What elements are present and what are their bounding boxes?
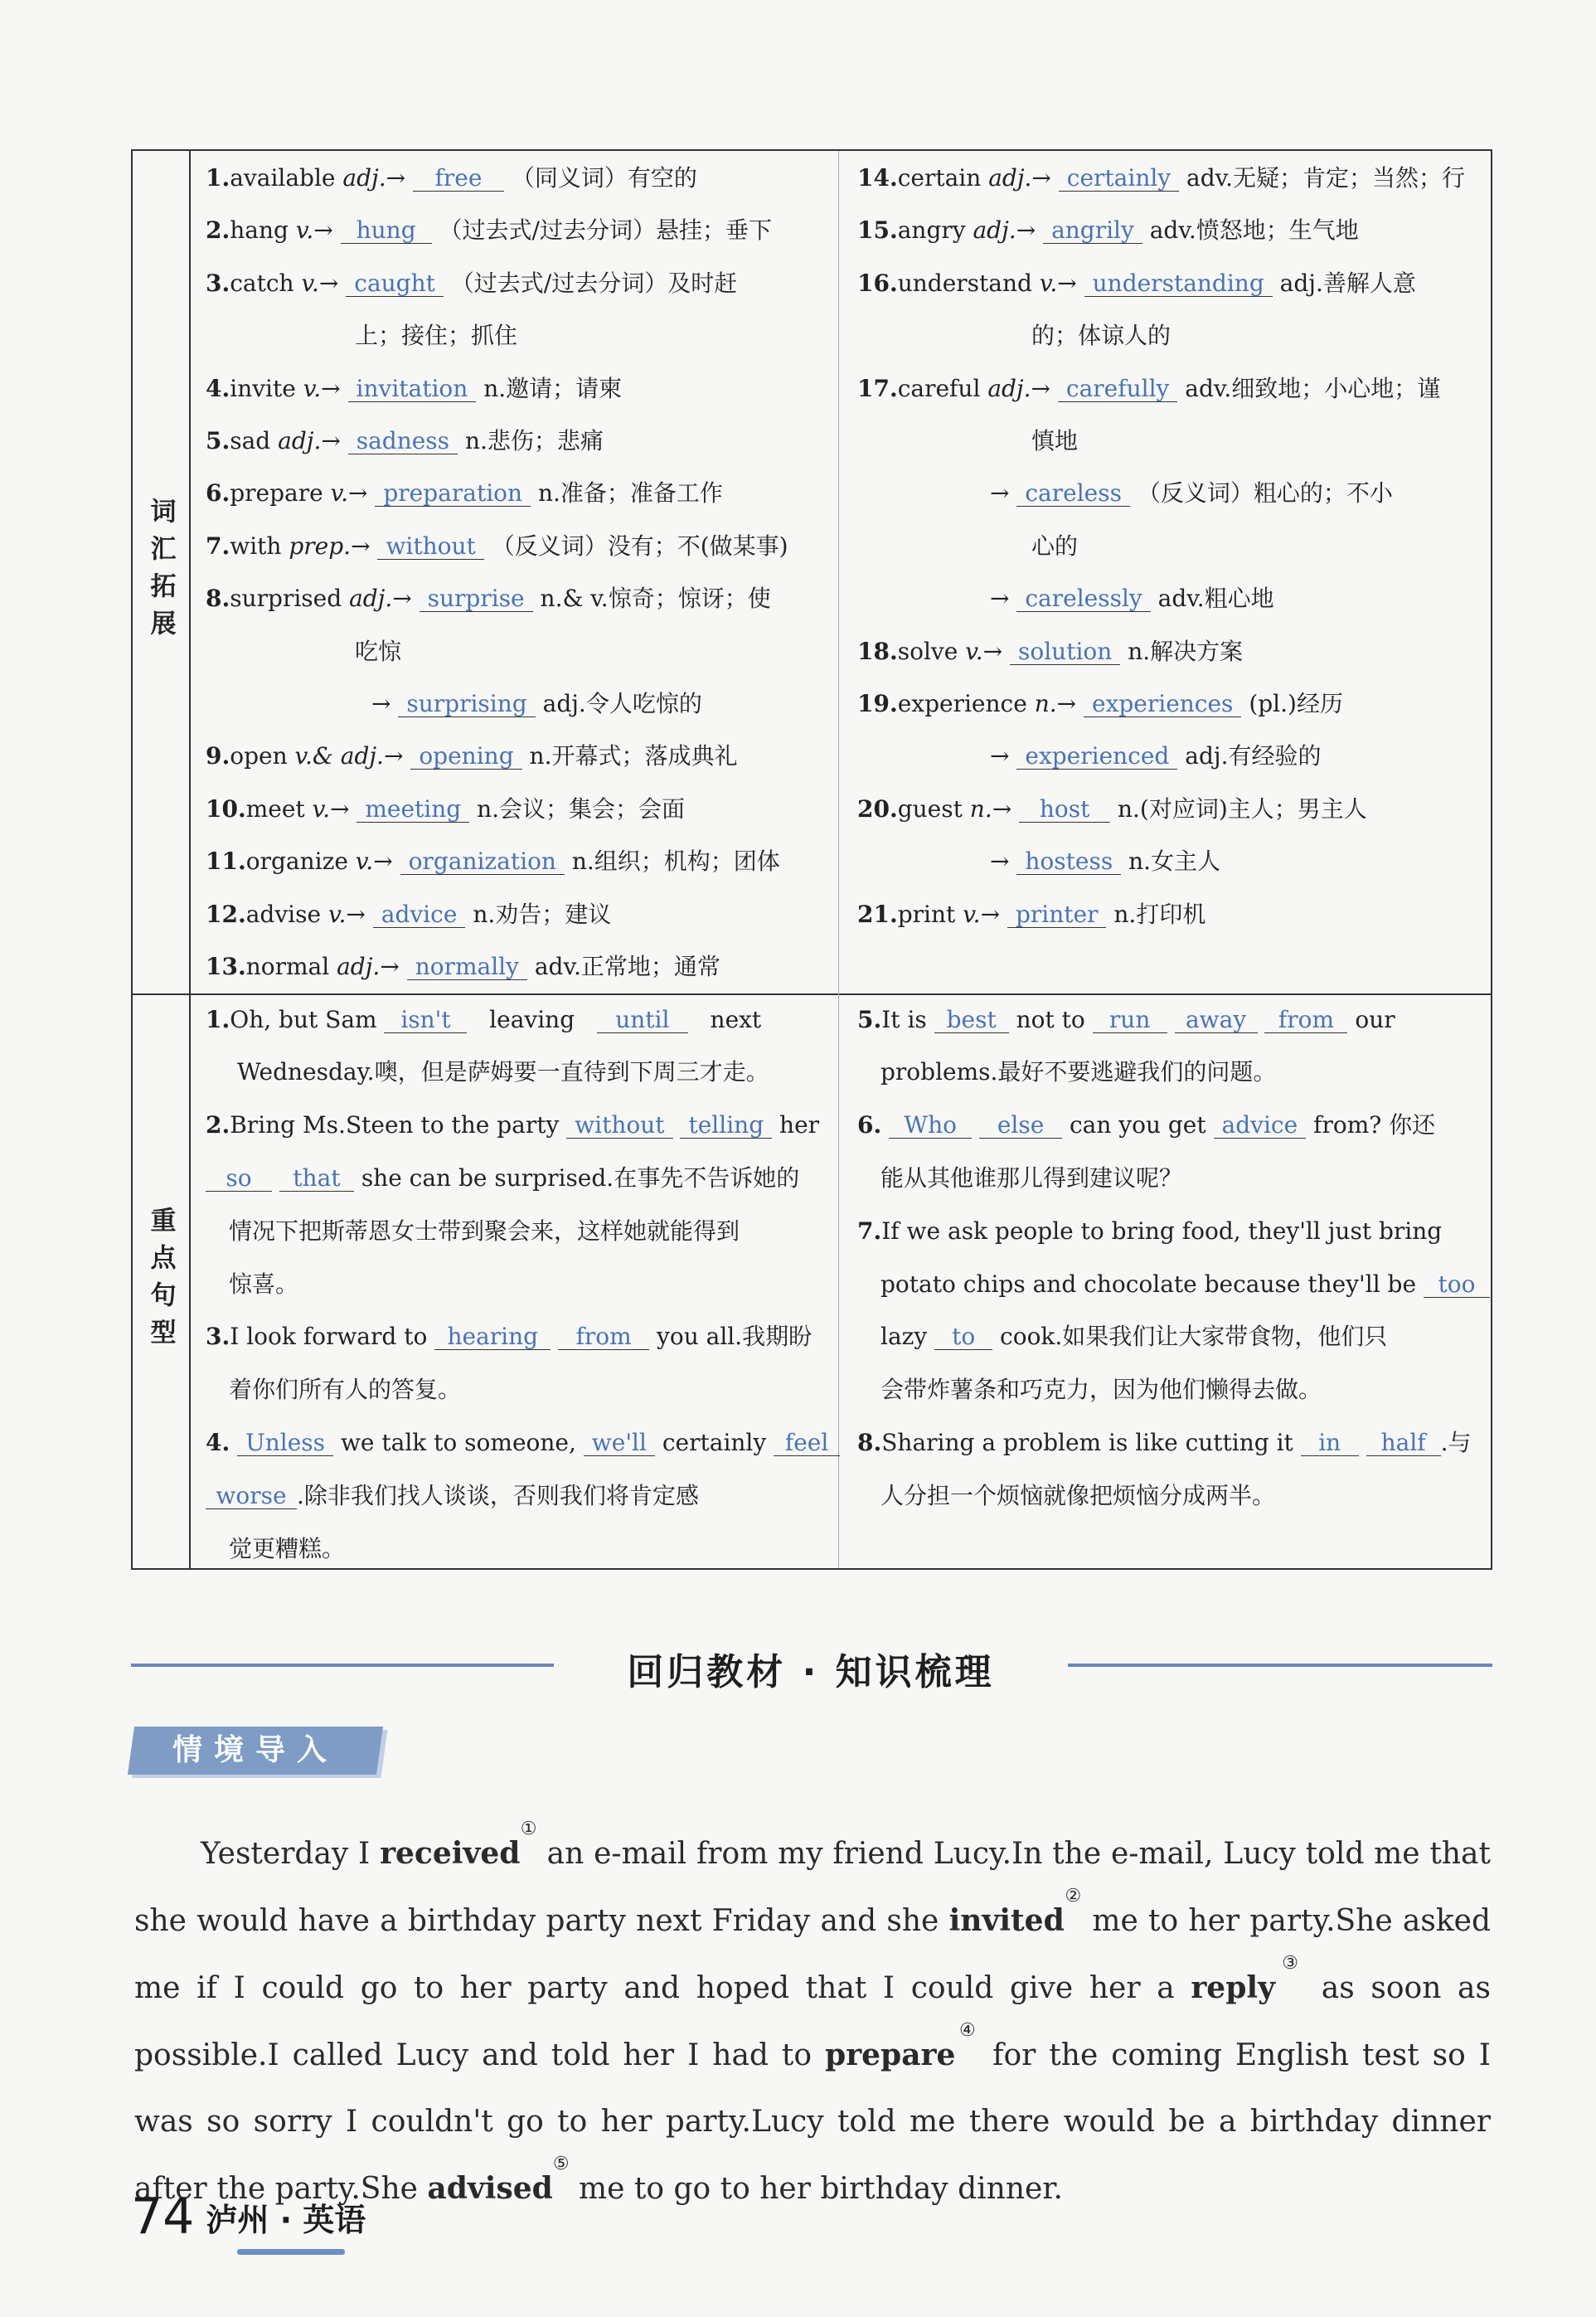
answer-blank: carelessly bbox=[1016, 586, 1150, 612]
vocab-row: → carelessly adv.粗心地 bbox=[990, 585, 1274, 613]
vocab-row: 上；接住；抓住 bbox=[355, 322, 518, 350]
answer-blank: Who bbox=[889, 1113, 972, 1139]
sentence-2-line-1: 2.Bring Ms.Steen to the party without telling her bbox=[206, 1111, 820, 1139]
answer-blank: worse bbox=[206, 1484, 297, 1509]
sentence-7-line-4: 会带炸薯条和巧克力，因为他们懒得去做。 bbox=[880, 1376, 1322, 1403]
answer-blank: hearing bbox=[434, 1324, 551, 1350]
sentence-7-line-1: 7.If we ask people to bring food, they'll just bring bbox=[857, 1217, 1443, 1245]
sentence-4-line-3: 觉更糟糕。 bbox=[229, 1535, 346, 1562]
sentence-3-line-1: 3.I look forward to hearing from you all.我期盼 bbox=[206, 1323, 813, 1350]
section-divider bbox=[133, 993, 1491, 995]
vocab-section-label bbox=[133, 151, 191, 993]
passage: Yesterday I received① an e-mail from my friend Lucy.In the e-mail, Lucy told me that she would have a birthday party next Friday and she invited② me to her party.She asked me if I could go to her party and hoped that I could give her a reply③ as soon as possible.I called Lucy and told her I had to prepare④ for the coming English test so I was so sorry I couldn't go to her party.Lucy told me there would be a birthday dinner after the party.She advised⑤ me to go to her birthday dinner. bbox=[134, 1819, 1492, 2206]
vocab-row: 16.understand v.→ understanding adj.善解人意 bbox=[857, 269, 1416, 297]
vocab-row: 11.organize v.→ organization n.组织；机构；团体 bbox=[206, 848, 780, 876]
sentence-1-line-1: 1.Oh, but Sam isn't leaving until next bbox=[206, 1006, 762, 1033]
sentence-2-line-2: so that she can be surprised.在事先不告诉她的 bbox=[206, 1164, 799, 1193]
answer-blank: certainly bbox=[1059, 166, 1179, 192]
exercise-table bbox=[131, 149, 1492, 1570]
answer-blank: that bbox=[279, 1166, 354, 1192]
answer-blank: printer bbox=[1007, 902, 1107, 928]
answer-blank: normally bbox=[407, 954, 527, 980]
sentence-label-text: 重点句型 bbox=[145, 1206, 176, 1356]
section-title: 回归教材 · 知识梳理 bbox=[627, 1651, 995, 1693]
intro-tag-text: 情境导入 bbox=[172, 1733, 338, 1767]
vocab-row: 的；体谅人的 bbox=[1031, 322, 1172, 350]
answer-blank: solution bbox=[1010, 639, 1120, 665]
answer-blank: to bbox=[934, 1324, 992, 1350]
answer-blank: run bbox=[1093, 1008, 1167, 1033]
vocab-label-text: 词汇拓展 bbox=[145, 498, 176, 647]
vocab-row: 21.print v.→ printer n.打印机 bbox=[857, 900, 1206, 928]
intro-tag bbox=[128, 1727, 383, 1775]
answer-blank: meeting bbox=[357, 797, 469, 823]
answer-blank: surprising bbox=[398, 692, 535, 717]
vocab-row: → surprising adj.令人吃惊的 bbox=[371, 690, 702, 717]
answer-blank: understanding bbox=[1084, 271, 1273, 297]
answer-blank: sadness bbox=[348, 429, 458, 454]
vocab-row: 慎地 bbox=[1031, 427, 1079, 454]
answer-blank: carefully bbox=[1058, 376, 1177, 402]
answer-blank: away bbox=[1175, 1008, 1258, 1033]
answer-blank: best bbox=[934, 1008, 1009, 1033]
answer-blank: we'll bbox=[584, 1431, 655, 1456]
footer-text: 泸州 · 英语 bbox=[206, 2201, 366, 2238]
answer-blank: until bbox=[597, 1008, 688, 1033]
answer-blank: without bbox=[377, 534, 483, 560]
answer-blank: advice bbox=[373, 902, 466, 928]
page-number: 74 bbox=[131, 2188, 195, 2246]
sentence-8-line-1: 8.Sharing a problem is like cutting it in half .与 bbox=[857, 1429, 1472, 1456]
vocab-row: 15.angry adj.→ angrily adv.愤怒地；生气地 bbox=[857, 216, 1359, 245]
answer-blank: else bbox=[979, 1113, 1062, 1139]
answer-blank: invitation bbox=[348, 376, 477, 402]
answer-blank: so bbox=[206, 1166, 272, 1192]
vocab-row: 7.with prep.→ without （反义词）没有；不(做某事) bbox=[206, 532, 788, 560]
footer-bar bbox=[237, 2249, 345, 2255]
sentence-6-line-2: 能从其他谁那儿得到建议呢？ bbox=[880, 1164, 1183, 1192]
answer-blank: hostess bbox=[1016, 849, 1121, 875]
answer-blank: advice bbox=[1214, 1113, 1307, 1139]
vocab-row: 心的 bbox=[1031, 532, 1079, 560]
vocab-row: 6.prepare v.→ preparation n.准备；准备工作 bbox=[206, 479, 723, 508]
sentence-7-line-2: potato chips and chocolate because they'll be too bbox=[880, 1270, 1490, 1299]
answer-blank: feel bbox=[774, 1431, 840, 1456]
sentence-3-line-2: 着你们所有人的答复。 bbox=[229, 1376, 462, 1403]
vocab-row: 1.available adj.→ free （同义词）有空的 bbox=[206, 164, 697, 192]
answer-blank: caught bbox=[346, 271, 444, 297]
answer-blank: half bbox=[1366, 1431, 1441, 1456]
sentence-5-line-1: 5.It is best not to run away from our bbox=[857, 1006, 1395, 1033]
column-divider bbox=[838, 151, 839, 1568]
vocab-row: 20.guest n.→ host n.(对应词)主人；男主人 bbox=[857, 794, 1367, 823]
answer-blank: too bbox=[1424, 1272, 1490, 1298]
sentence-7-line-3: lazy to cook.如果我们让大家带食物，他们只 bbox=[880, 1323, 1388, 1350]
banner-line-right bbox=[1068, 1664, 1492, 1667]
sentence-2-line-3: 情况下把斯蒂恩女士带到聚会来，这样她就能得到 bbox=[229, 1217, 740, 1245]
sentence-1-line-2: Wednesday.噢，但是萨姆要一直待到下周三才走。 bbox=[237, 1058, 769, 1086]
answer-blank: hung bbox=[341, 218, 432, 244]
vocab-row: 13.normal adj.→ normally adv.正常地；通常 bbox=[206, 953, 720, 980]
answer-blank: without bbox=[566, 1113, 672, 1139]
answer-blank: telling bbox=[680, 1113, 772, 1139]
vocab-row: 19.experience n.→ experiences (pl.)经历 bbox=[857, 690, 1343, 717]
vocab-row: 12.advise v.→ advice n.劝告；建议 bbox=[206, 900, 612, 928]
vocab-row: 17.careful adj.→ carefully adv.细致地；小心地；谨 bbox=[857, 374, 1441, 402]
answer-blank: preparation bbox=[375, 481, 531, 507]
vocab-row: 吃惊 bbox=[355, 637, 402, 665]
sentence-8-line-2: 人分担一个烦恼就像把烦恼分成两半。 bbox=[880, 1482, 1276, 1509]
vocab-row: 14.certain adj.→ certainly adv.无疑；肯定；当然；行 bbox=[857, 164, 1466, 192]
vocab-row: 9.open v.& adj.→ opening n.开幕式；落成典礼 bbox=[206, 742, 738, 770]
vocab-row: 4.invite v.→ invitation n.邀请；请柬 bbox=[206, 374, 623, 402]
vocab-row: 18.solve v.→ solution n.解决方案 bbox=[857, 637, 1244, 665]
answer-blank: opening bbox=[410, 744, 521, 770]
answer-blank: experiences bbox=[1084, 692, 1241, 717]
answer-blank: organization bbox=[400, 849, 565, 875]
answer-blank: from bbox=[1264, 1008, 1347, 1033]
sentence-section-label bbox=[133, 993, 191, 1568]
answer-blank: angrily bbox=[1043, 218, 1142, 244]
answer-blank: isn't bbox=[384, 1008, 467, 1033]
sentence-4-line-2: worse .除非我们找人谈谈，否则我们将肯定感 bbox=[206, 1482, 699, 1510]
answer-blank: from bbox=[558, 1324, 649, 1350]
section-banner bbox=[131, 1642, 1492, 1693]
answer-blank: careless bbox=[1016, 481, 1130, 507]
vocab-row: 10.meet v.→ meeting n.会议；集会；会面 bbox=[206, 794, 686, 823]
vocab-row: → hostess n.女主人 bbox=[990, 848, 1221, 876]
answer-blank: host bbox=[1019, 797, 1110, 823]
answer-blank: surprise bbox=[420, 586, 533, 612]
answer-blank: Unless bbox=[237, 1431, 333, 1456]
sentence-4-line-1: 4. Unless we talk to someone, we'll certainly feel bbox=[206, 1429, 840, 1457]
sentence-6-line-1: 6. Who else can you get advice from? 你还 bbox=[857, 1111, 1436, 1139]
sentence-2-line-4: 惊喜。 bbox=[229, 1270, 299, 1298]
vocab-row: → experienced adj.有经验的 bbox=[990, 742, 1322, 770]
answer-blank: experienced bbox=[1016, 744, 1177, 770]
answer-blank: free bbox=[413, 166, 504, 192]
answer-blank: in bbox=[1301, 1431, 1359, 1456]
vocab-row: → careless （反义词）粗心的；不小 bbox=[990, 479, 1393, 508]
vocab-row: 2.hang v.→ hung （过去式/过去分词）悬挂；垂下 bbox=[206, 216, 772, 245]
sentence-5-line-2: problems.最好不要逃避我们的问题。 bbox=[880, 1058, 1277, 1086]
banner-line-left bbox=[131, 1664, 554, 1667]
vocab-row: 8.surprised adj.→ surprise n.& v.惊奇；惊讶；使 bbox=[206, 585, 771, 613]
page-footer bbox=[131, 2188, 366, 2262]
vocab-row: 3.catch v.→ caught （过去式/过去分词）及时赶 bbox=[206, 269, 738, 297]
vocab-row: 5.sad adj.→ sadness n.悲伤；悲痛 bbox=[206, 427, 604, 454]
